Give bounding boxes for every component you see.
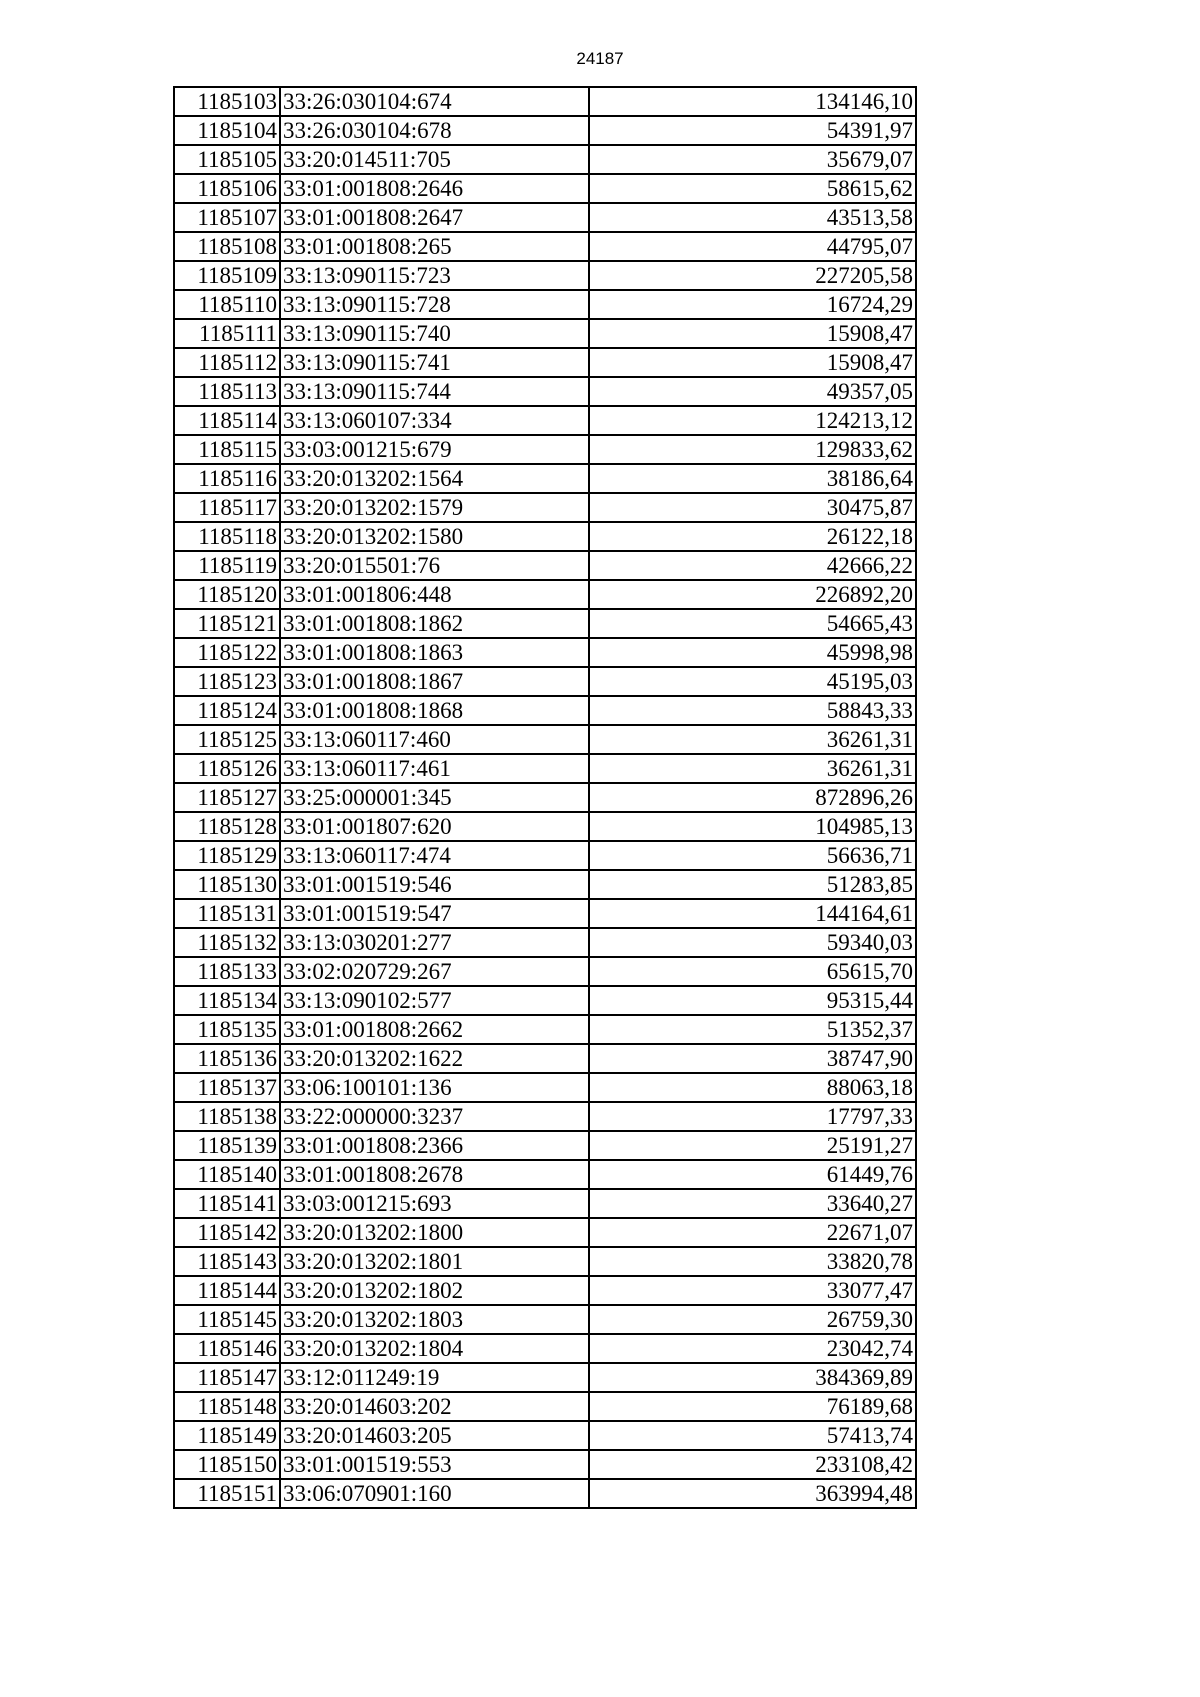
cadastral-value-cell: 872896,26 <box>589 783 916 812</box>
row-id-cell: 1185125 <box>174 725 280 754</box>
cadastral-number-cell: 33:20:013202:1800 <box>280 1218 589 1247</box>
cadastral-value-cell: 26759,30 <box>589 1305 916 1334</box>
cadastral-value-cell: 54391,97 <box>589 116 916 145</box>
table-row <box>174 1015 916 1044</box>
cadastral-value-cell: 44795,07 <box>589 232 916 261</box>
cadastral-value-cell: 76189,68 <box>589 1392 916 1421</box>
cadastral-value-cell: 51283,85 <box>589 870 916 899</box>
table-row <box>174 957 916 986</box>
cadastral-value-cell: 54665,43 <box>589 609 916 638</box>
table-row <box>174 928 916 957</box>
row-id-cell: 1185131 <box>174 899 280 928</box>
row-id-cell: 1185122 <box>174 638 280 667</box>
cadastral-value-cell: 42666,22 <box>589 551 916 580</box>
cadastral-number-cell: 33:01:001808:2662 <box>280 1015 589 1044</box>
cadastral-number-cell: 33:20:013202:1622 <box>280 1044 589 1073</box>
cadastral-value-cell: 134146,10 <box>589 87 916 116</box>
table-row <box>174 522 916 551</box>
cadastral-value-cell: 129833,62 <box>589 435 916 464</box>
cadastral-number-cell: 33:13:090115:741 <box>280 348 589 377</box>
table-row <box>174 1102 916 1131</box>
row-id-cell: 1185116 <box>174 464 280 493</box>
row-id-cell: 1185142 <box>174 1218 280 1247</box>
table-row <box>174 1073 916 1102</box>
row-id-cell: 1185107 <box>174 203 280 232</box>
row-id-cell: 1185143 <box>174 1247 280 1276</box>
row-id-cell: 1185128 <box>174 812 280 841</box>
row-id-cell: 1185133 <box>174 957 280 986</box>
table-row <box>174 1247 916 1276</box>
table-row <box>174 87 916 116</box>
cadastral-number-cell: 33:20:013202:1580 <box>280 522 589 551</box>
cadastral-value-cell: 22671,07 <box>589 1218 916 1247</box>
table-row <box>174 406 916 435</box>
table-row <box>174 609 916 638</box>
table-row <box>174 696 916 725</box>
cadastral-number-cell: 33:13:060117:461 <box>280 754 589 783</box>
cadastral-number-cell: 33:13:090115:744 <box>280 377 589 406</box>
table-row <box>174 812 916 841</box>
cadastral-value-cell: 226892,20 <box>589 580 916 609</box>
cadastral-value-cell: 17797,33 <box>589 1102 916 1131</box>
table-row <box>174 493 916 522</box>
table-row <box>174 1392 916 1421</box>
cadastral-value-cell: 227205,58 <box>589 261 916 290</box>
cadastral-number-cell: 33:01:001806:448 <box>280 580 589 609</box>
cadastral-value-cell: 25191,27 <box>589 1131 916 1160</box>
cadastral-number-cell: 33:06:070901:160 <box>280 1479 589 1508</box>
row-id-cell: 1185140 <box>174 1160 280 1189</box>
table-row <box>174 203 916 232</box>
cadastral-value-cell: 26122,18 <box>589 522 916 551</box>
row-id-cell: 1185132 <box>174 928 280 957</box>
table-row <box>174 145 916 174</box>
cadastral-value-cell: 144164,61 <box>589 899 916 928</box>
cadastral-value-cell: 384369,89 <box>589 1363 916 1392</box>
table-row <box>174 174 916 203</box>
row-id-cell: 1185149 <box>174 1421 280 1450</box>
cadastral-value-cell: 58615,62 <box>589 174 916 203</box>
row-id-cell: 1185108 <box>174 232 280 261</box>
row-id-cell: 1185150 <box>174 1450 280 1479</box>
row-id-cell: 1185109 <box>174 261 280 290</box>
row-id-cell: 1185148 <box>174 1392 280 1421</box>
cadastral-number-cell: 33:01:001519:546 <box>280 870 589 899</box>
cadastral-number-cell: 33:01:001808:1862 <box>280 609 589 638</box>
table-row <box>174 580 916 609</box>
cadastral-number-cell: 33:01:001519:547 <box>280 899 589 928</box>
table-body <box>174 87 916 1508</box>
table-row <box>174 435 916 464</box>
row-id-cell: 1185139 <box>174 1131 280 1160</box>
cadastral-number-cell: 33:01:001808:2678 <box>280 1160 589 1189</box>
row-id-cell: 1185147 <box>174 1363 280 1392</box>
row-id-cell: 1185129 <box>174 841 280 870</box>
cadastral-value-cell: 58843,33 <box>589 696 916 725</box>
row-id-cell: 1185126 <box>174 754 280 783</box>
row-id-cell: 1185145 <box>174 1305 280 1334</box>
cadastral-number-cell: 33:06:100101:136 <box>280 1073 589 1102</box>
cadastral-value-cell: 45998,98 <box>589 638 916 667</box>
cadastral-value-cell: 33077,47 <box>589 1276 916 1305</box>
cadastral-number-cell: 33:20:013202:1804 <box>280 1334 589 1363</box>
cadastral-value-cell: 233108,42 <box>589 1450 916 1479</box>
cadastral-number-cell: 33:01:001808:265 <box>280 232 589 261</box>
cadastral-number-cell: 33:20:013202:1802 <box>280 1276 589 1305</box>
cadastral-value-cell: 36261,31 <box>589 754 916 783</box>
cadastral-number-cell: 33:13:090115:728 <box>280 290 589 319</box>
cadastral-number-cell: 33:01:001808:2647 <box>280 203 589 232</box>
cadastral-value-cell: 16724,29 <box>589 290 916 319</box>
table-row <box>174 754 916 783</box>
cadastral-value-cell: 15908,47 <box>589 319 916 348</box>
cadastral-value-cell: 49357,05 <box>589 377 916 406</box>
table-row <box>174 1131 916 1160</box>
cadastral-number-cell: 33:13:060107:334 <box>280 406 589 435</box>
table-row <box>174 551 916 580</box>
cadastral-value-cell: 65615,70 <box>589 957 916 986</box>
cadastral-value-cell: 33820,78 <box>589 1247 916 1276</box>
cadastral-value-cell: 15908,47 <box>589 348 916 377</box>
table-row <box>174 783 916 812</box>
cadastral-value-table <box>173 86 917 1509</box>
cadastral-value-cell: 61449,76 <box>589 1160 916 1189</box>
row-id-cell: 1185120 <box>174 580 280 609</box>
cadastral-value-cell: 59340,03 <box>589 928 916 957</box>
row-id-cell: 1185136 <box>174 1044 280 1073</box>
row-id-cell: 1185134 <box>174 986 280 1015</box>
row-id-cell: 1185106 <box>174 174 280 203</box>
cadastral-number-cell: 33:26:030104:674 <box>280 87 589 116</box>
row-id-cell: 1185119 <box>174 551 280 580</box>
cadastral-number-cell: 33:22:000000:3237 <box>280 1102 589 1131</box>
cadastral-value-cell: 104985,13 <box>589 812 916 841</box>
table-row <box>174 725 916 754</box>
table-row <box>174 1218 916 1247</box>
table-row <box>174 261 916 290</box>
cadastral-number-cell: 33:13:090115:723 <box>280 261 589 290</box>
table-row <box>174 348 916 377</box>
row-id-cell: 1185105 <box>174 145 280 174</box>
cadastral-number-cell: 33:13:060117:474 <box>280 841 589 870</box>
row-id-cell: 1185115 <box>174 435 280 464</box>
cadastral-value-cell: 45195,03 <box>589 667 916 696</box>
cadastral-number-cell: 33:20:015501:76 <box>280 551 589 580</box>
row-id-cell: 1185135 <box>174 1015 280 1044</box>
cadastral-number-cell: 33:13:090115:740 <box>280 319 589 348</box>
table-row <box>174 1363 916 1392</box>
row-id-cell: 1185124 <box>174 696 280 725</box>
table-row <box>174 1421 916 1450</box>
table-row <box>174 377 916 406</box>
row-id-cell: 1185112 <box>174 348 280 377</box>
cadastral-value-cell: 30475,87 <box>589 493 916 522</box>
row-id-cell: 1185110 <box>174 290 280 319</box>
row-id-cell: 1185121 <box>174 609 280 638</box>
cadastral-number-cell: 33:20:014603:202 <box>280 1392 589 1421</box>
row-id-cell: 1185111 <box>174 319 280 348</box>
row-id-cell: 1185130 <box>174 870 280 899</box>
table-row <box>174 1334 916 1363</box>
cadastral-number-cell: 33:13:090102:577 <box>280 986 589 1015</box>
cadastral-value-cell: 95315,44 <box>589 986 916 1015</box>
cadastral-value-cell: 56636,71 <box>589 841 916 870</box>
cadastral-number-cell: 33:03:001215:693 <box>280 1189 589 1218</box>
table-row <box>174 667 916 696</box>
cadastral-number-cell: 33:01:001808:1868 <box>280 696 589 725</box>
cadastral-number-cell: 33:20:014603:205 <box>280 1421 589 1450</box>
cadastral-number-cell: 33:20:013202:1803 <box>280 1305 589 1334</box>
row-id-cell: 1185104 <box>174 116 280 145</box>
row-id-cell: 1185123 <box>174 667 280 696</box>
cadastral-value-cell: 88063,18 <box>589 1073 916 1102</box>
table-row <box>174 1479 916 1508</box>
row-id-cell: 1185113 <box>174 377 280 406</box>
table-row <box>174 986 916 1015</box>
cadastral-value-cell: 43513,58 <box>589 203 916 232</box>
cadastral-value-cell: 35679,07 <box>589 145 916 174</box>
row-id-cell: 1185118 <box>174 522 280 551</box>
table-row <box>174 638 916 667</box>
table-row <box>174 290 916 319</box>
row-id-cell: 1185151 <box>174 1479 280 1508</box>
cadastral-number-cell: 33:20:013202:1801 <box>280 1247 589 1276</box>
table-row <box>174 1276 916 1305</box>
cadastral-value-cell: 363994,48 <box>589 1479 916 1508</box>
cadastral-value-cell: 36261,31 <box>589 725 916 754</box>
row-id-cell: 1185138 <box>174 1102 280 1131</box>
table-row <box>174 1160 916 1189</box>
table-row <box>174 1044 916 1073</box>
cadastral-number-cell: 33:13:060117:460 <box>280 725 589 754</box>
table-row <box>174 319 916 348</box>
row-id-cell: 1185146 <box>174 1334 280 1363</box>
cadastral-number-cell: 33:02:020729:267 <box>280 957 589 986</box>
table-row <box>174 116 916 145</box>
cadastral-value-cell: 38186,64 <box>589 464 916 493</box>
cadastral-value-cell: 33640,27 <box>589 1189 916 1218</box>
cadastral-number-cell: 33:01:001519:553 <box>280 1450 589 1479</box>
cadastral-value-cell: 51352,37 <box>589 1015 916 1044</box>
cadastral-number-cell: 33:20:013202:1579 <box>280 493 589 522</box>
row-id-cell: 1185144 <box>174 1276 280 1305</box>
cadastral-number-cell: 33:13:030201:277 <box>280 928 589 957</box>
row-id-cell: 1185137 <box>174 1073 280 1102</box>
cadastral-value-cell: 57413,74 <box>589 1421 916 1450</box>
table-row <box>174 232 916 261</box>
cadastral-value-cell: 23042,74 <box>589 1334 916 1363</box>
cadastral-number-cell: 33:25:000001:345 <box>280 783 589 812</box>
cadastral-number-cell: 33:26:030104:678 <box>280 116 589 145</box>
table-row <box>174 841 916 870</box>
cadastral-number-cell: 33:01:001807:620 <box>280 812 589 841</box>
cadastral-number-cell: 33:01:001808:1867 <box>280 667 589 696</box>
table-row <box>174 899 916 928</box>
row-id-cell: 1185127 <box>174 783 280 812</box>
cadastral-number-cell: 33:01:001808:2646 <box>280 174 589 203</box>
table-row <box>174 1189 916 1218</box>
cadastral-value-cell: 38747,90 <box>589 1044 916 1073</box>
table-row <box>174 870 916 899</box>
cadastral-number-cell: 33:01:001808:1863 <box>280 638 589 667</box>
row-id-cell: 1185117 <box>174 493 280 522</box>
cadastral-number-cell: 33:01:001808:2366 <box>280 1131 589 1160</box>
cadastral-number-cell: 33:20:013202:1564 <box>280 464 589 493</box>
cadastral-value-cell: 124213,12 <box>589 406 916 435</box>
row-id-cell: 1185141 <box>174 1189 280 1218</box>
cadastral-number-cell: 33:20:014511:705 <box>280 145 589 174</box>
table-row <box>174 464 916 493</box>
row-id-cell: 1185103 <box>174 87 280 116</box>
cadastral-number-cell: 33:03:001215:679 <box>280 435 589 464</box>
table-row <box>174 1305 916 1334</box>
row-id-cell: 1185114 <box>174 406 280 435</box>
page-number: 24187 <box>576 49 624 68</box>
cadastral-number-cell: 33:12:011249:19 <box>280 1363 589 1392</box>
table-row <box>174 1450 916 1479</box>
